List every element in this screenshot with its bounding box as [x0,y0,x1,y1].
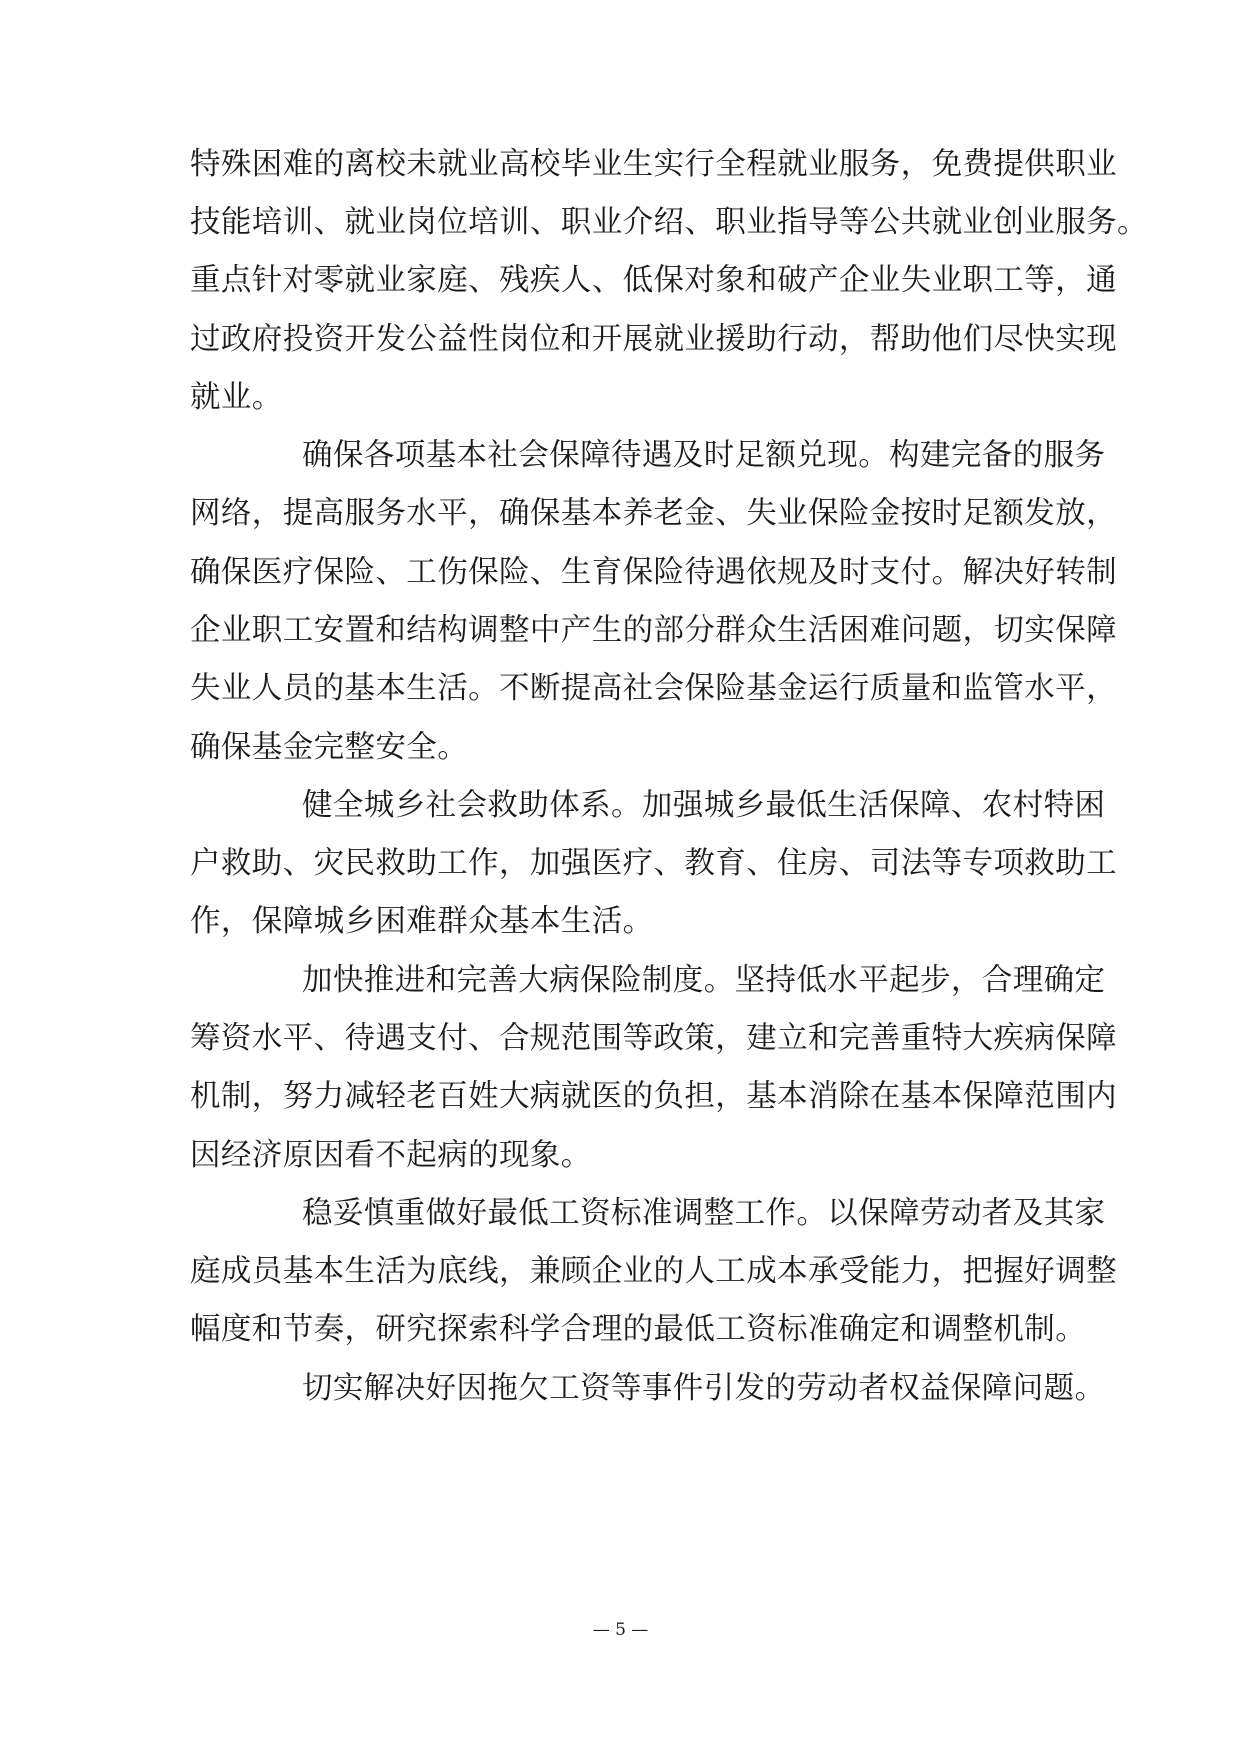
text-line: 确保医疗保险、工伤保险、生育保险待遇依规及时支付。解决好转制 [190,555,1117,590]
page-number: — 5 — [592,1620,649,1640]
text-line: 作，保障城乡困难群众基本生活。 [190,904,654,939]
paragraph-heading-line: 切实解决好因拖欠工资等事件引发的劳动者权益保障问题。 [302,1371,1106,1406]
text-line: 技能培训、就业岗位培训、职业介绍、职业指导等公共就业创业服务。 [190,205,1148,240]
text-line: 机制，努力减轻老百姓大病就医的负担，基本消除在基本保障范围内 [190,1079,1117,1114]
text-line: 企业职工安置和结构调整中产生的部分群众生活困难问题，切实保障 [190,613,1117,648]
text-line: 特殊困难的离校未就业高校毕业生实行全程就业服务，免费提供职业 [190,147,1117,182]
text-line: 幅度和节奏，研究探索科学合理的最低工资标准确定和调整机制。 [190,1312,1087,1347]
text-line: 过政府投资开发公益性岗位和开展就业援助行动，帮助他们尽快实现 [190,322,1117,357]
text-line: 庭成员基本生活为底线，兼顾企业的人工成本承受能力，把握好调整 [190,1254,1117,1289]
text-line: 因经济原因看不起病的现象。 [190,1138,592,1173]
paragraph-heading-line: 健全城乡社会救助体系。加强城乡最低生活保障、农村特困 [302,788,1106,823]
text-line: 确保基金完整安全。 [190,730,469,765]
text-line: 户救助、灾民救助工作，加强医疗、教育、住房、司法等专项救助工 [190,846,1117,881]
paragraph-heading-line: 稳妥慎重做好最低工资标准调整工作。以保障劳动者及其家 [302,1196,1106,1231]
text-line: 网络，提高服务水平，确保基本养老金、失业保险金按时足额发放， [190,496,1117,531]
text-line: 就业。 [190,380,283,415]
text-line: 失业人员的基本生活。不断提高社会保险基金运行质量和监管水平， [190,671,1117,706]
paragraph-heading-line: 确保各项基本社会保障待遇及时足额兑现。构建完备的服务 [302,438,1106,473]
text-line: 重点针对零就业家庭、残疾人、低保对象和破产企业失业职工等，通 [190,263,1117,298]
paragraph-heading-line: 加快推进和完善大病保险制度。坚持低水平起步，合理确定 [302,963,1106,998]
text-line: 筹资水平、待遇支付、合规范围等政策，建立和完善重特大疾病保障 [190,1021,1117,1056]
